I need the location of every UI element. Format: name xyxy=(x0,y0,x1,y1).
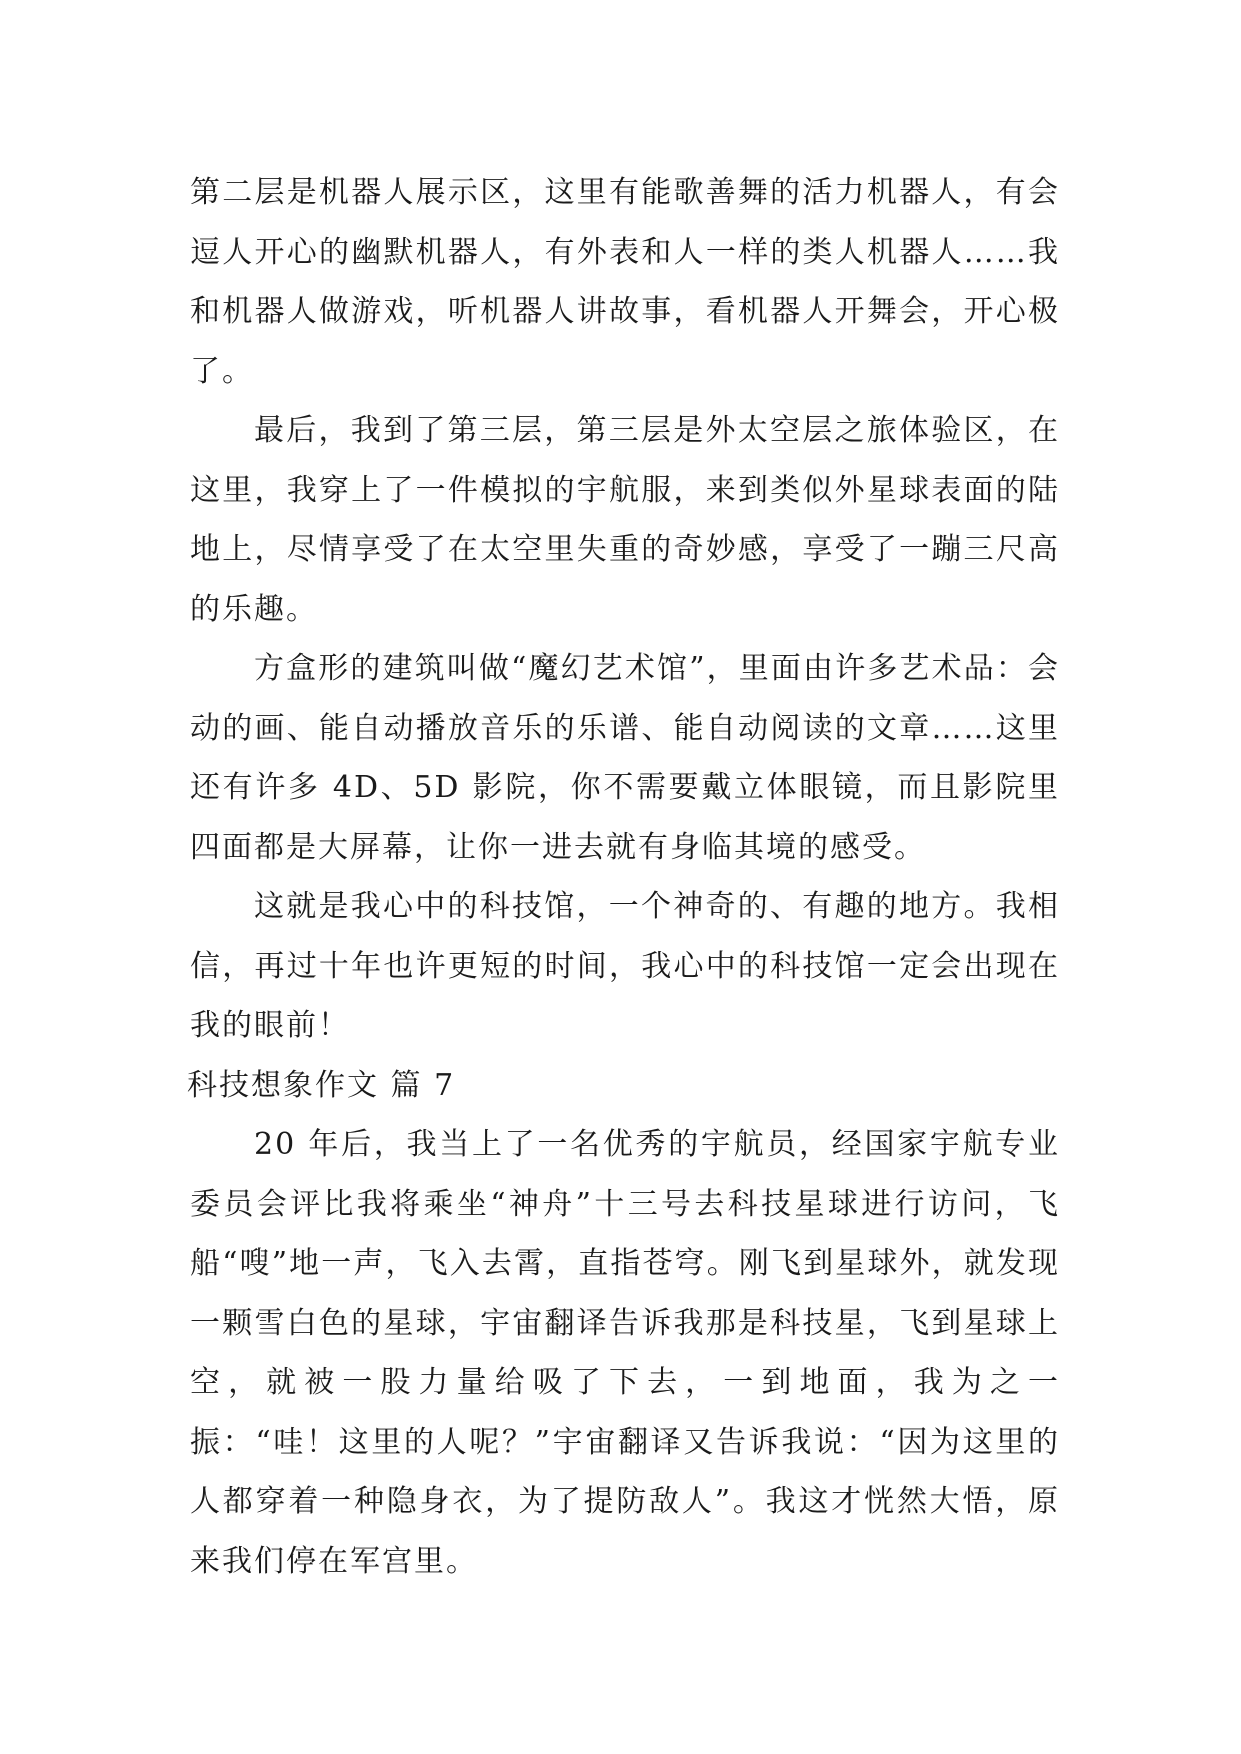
paragraph-conclusion: 这就是我心中的科技馆，一个神奇的、有趣的地方。我相信，再过十年也许更短的时间，我心中的科技馆一定会出现在我的眼前！ xyxy=(190,889,1060,1043)
paragraph-third-floor: 最后，我到了第三层，第三层是外太空层之旅体验区，在这里，我穿上了一件模拟的宇航服，来到类似外星球表面的陆地上，尽情享受了在太空里失重的奇妙感，享受了一蹦三尺高的乐趣。 xyxy=(190,413,1060,627)
document-body xyxy=(187,163,1060,1591)
paragraph-robots: 第二层是机器人展示区，这里有能歌善舞的活力机器人，有会逗人开心的幽默机器人，有外表和人一样的类人机器人……我和机器人做游戏，听机器人讲故事，看机器人开舞会，开心极了。 xyxy=(190,175,1060,389)
paragraph-astronaut: 20 年后，我当上了一名优秀的宇航员，经国家宇航专业委员会评比我将乘坐“神舟”十三号去科技星球进行访问，飞船“嗖”地一声，飞入去霄，直指苍穹。刚飞到星球外，就发现一颗雪白色的星球，宇宙翻译告诉我那是科技星，飞到星球上空，就被一股力量给吸了下去，一到地面，我为之一振：“哇！这里的人呢？”宇宙翻译又告诉我说：“因为这里的人都穿着一种隐身衣，为了提防敌人”。我这才恍然大悟，原来我们停在军宫里。 xyxy=(190,1127,1060,1579)
section-heading: 科技想象作文 篇 7 xyxy=(187,1067,456,1103)
paragraph-art-museum: 方盒形的建筑叫做“魔幻艺术馆”，里面由许多艺术品：会动的画、能自动播放音乐的乐谱、能自动阅读的文章……这里还有许多 4D、5D 影院，你不需要戴立体眼镜，而且影院里四面都是大屏幕，让你一进去就有身临其境的感受。 xyxy=(190,651,1060,865)
